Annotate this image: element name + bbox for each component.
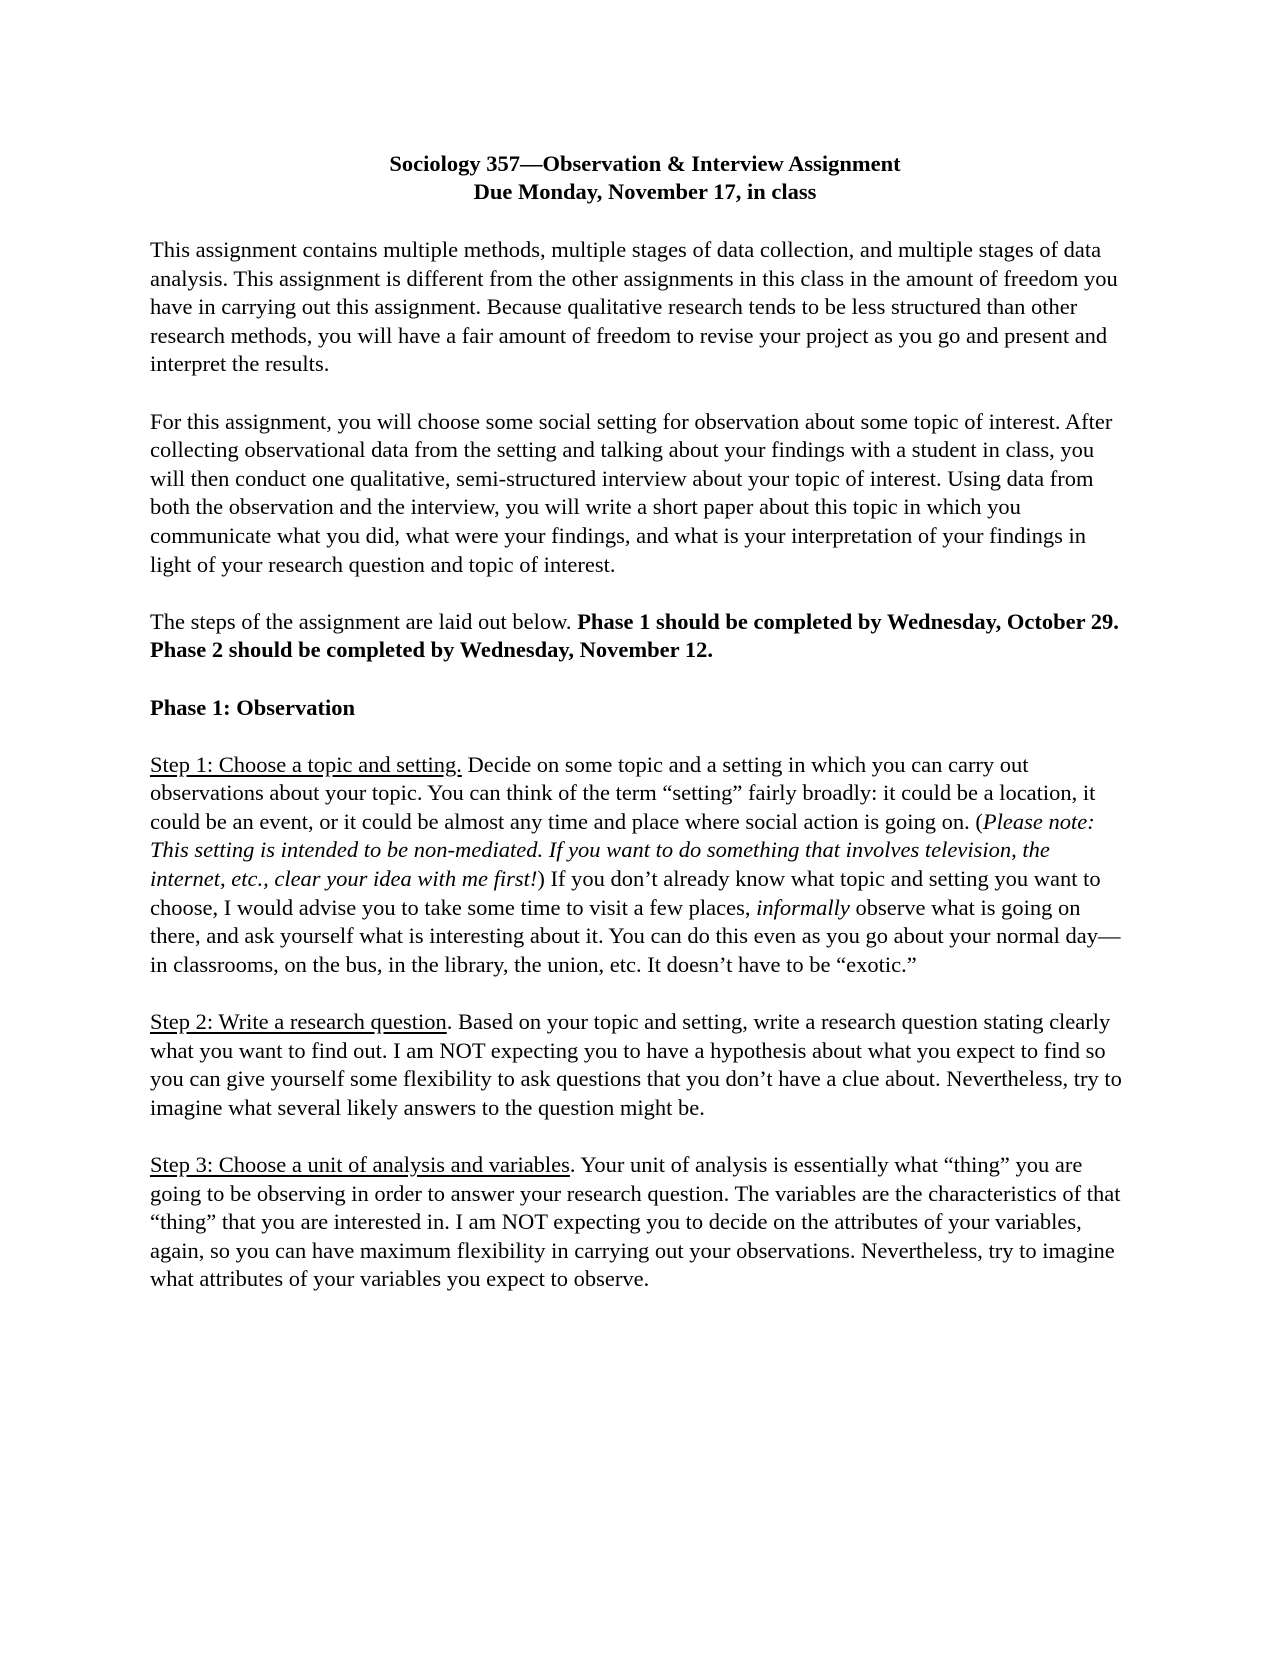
due-date: Due Monday, November 17, in class [473, 179, 817, 204]
step1-paragraph [150, 751, 1130, 980]
step1-italic-word: informally [756, 894, 850, 920]
step2-text: . Based on your topic and setting, write a research question stating clearly what you want to find out. I am NOT expecting you to have a hypothesis about what you expect to find so you can give yourself some flexibility to ask questions that you don’t have a clue about. Nevertheless, try to imagine what several likely answers to the question might be. [150, 1009, 1122, 1120]
step3-text: . Your unit of analysis is essentially what “thing” you are going to be observing in order to answer your research question. The variables are the characteristics of that “thing” that you are interested in. I am NOT expecting you to decide on the attributes of your variables, again, so you can have maximum flexibility in carrying out your observations. Nevertheless, try to imagine what attributes of your variables you expect to observe. [150, 1152, 1121, 1292]
deadlines-paragraph [150, 608, 1130, 665]
step1-italic-note: Please note: This setting is intended to be non-mediated. If you want to do something that involves television, the internet, etc., clear your idea with me first! [150, 808, 1095, 892]
overview-paragraph: For this assignment, you will choose some social setting for observation about some topic of interest. After collecting observational data from the setting and talking about your findings with a student in class, you will then conduct one qualitative, semi-structured interview about your topic of interest. Using data from both the observation and the interview, you will write a short paper about this topic in which you communicate what you did, what were your findings, and what is your interpretation of your findings in light of your research question and topic of interest. [150, 408, 1113, 577]
step2-label: Step 2: Write a research question [150, 1009, 447, 1035]
document-page [150, 150, 1130, 1323]
document-header [150, 150, 1130, 206]
deadlines-bold: Phase 1 should be completed by Wednesday, October 29. Phase 2 should be completed by Wednesday, November 12. [150, 608, 1119, 663]
step1-label: Step 1: Choose a topic and setting. [150, 751, 462, 777]
deadlines-intro: The steps of the assignment are laid out below. [150, 608, 578, 634]
step3-paragraph [150, 1151, 1130, 1294]
document-title: Sociology 357—Observation & Interview Assignment [389, 151, 901, 176]
step1-text-c: observe what is going on there, and ask yourself what is interesting about it. You can do this even as you go about your normal day—in classrooms, on the bus, in the library, the union, etc. It doesn’t have to be “exotic.” [150, 894, 1121, 977]
phase1-heading: Phase 1: Observation [150, 694, 355, 720]
step1-text-a: Decide on some topic and a setting in which you can carry out observations about your topic. You can think of the term “setting” fairly broadly: it could be a location, it could be an event, or it could be almost any time and place where social action is going on. ( [150, 751, 1096, 834]
intro-paragraph: This assignment contains multiple methods, multiple stages of data collection, and multiple stages of data analysis. This assignment is different from the other assignments in this class in the amount of freedom you have in carrying out this assignment. Because qualitative research tends to be less structured than other research methods, you will have a fair amount of freedom to revise your project as you go and present and interpret the results. [150, 237, 1118, 377]
step3-label: Step 3: Choose a unit of analysis and variables [150, 1152, 570, 1177]
step2-paragraph [150, 1008, 1130, 1122]
step1-text-b: ) If you don’t already know what topic and setting you want to choose, I would advise you to take some time to visit a few places, [150, 866, 1101, 920]
